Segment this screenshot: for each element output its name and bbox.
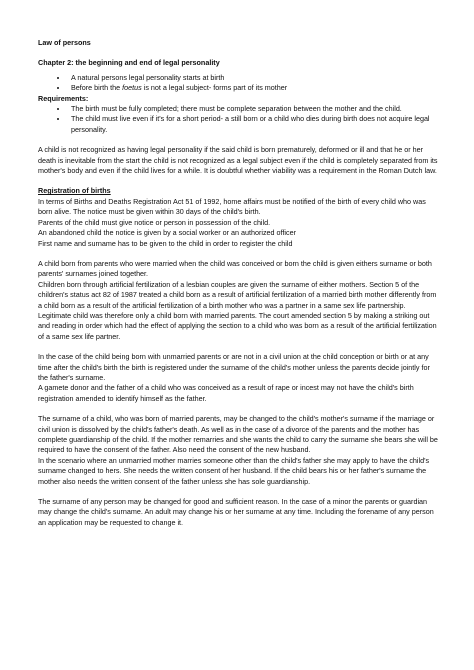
requirement-item: • The child must live even if it's for a short period- a still born or a child who dies during birth does not acquire legal personality.	[68, 114, 440, 135]
intro-bullet-list	[38, 73, 440, 94]
document-body	[38, 38, 440, 528]
married-parents-paragraph: Children born through artificial fertilization of a lesbian couples are given the surname of either mothers. Section 5 of the children's status act 82 of 1987 treated a child born as a result of artificial fertilization of a married birth mother differently from a child born as a result of the artificial fertilization of a birth mother who was a partner in a same sex life partnership. Legitimate child was therefore only a child born with married parents. The court amended section 5 by making a striking out and reading in order which had the effect of applying the section to a child who was born as a result of the artificial fertilization of a same sex life partner.	[38, 279, 437, 341]
registration-line: Parents of the child must give notice or person in possession of the child.	[38, 217, 271, 227]
unmarried-parents-paragraph: In the case of the child being born with unmarried parents or are not in a civil union at the child conception or birth or at any time after the child's birth the birth is registered under the surname of the child's mother unless the parents decide jointly for the father's surname.	[38, 352, 430, 382]
good-reason-paragraph: The surname of any person may be changed for good and sufficient reason. In the case of a minor the parents or guardian may change the child's surname. An adult may change his or her surname at any time. Including the forename of any person an application may be requested to change it.	[38, 497, 434, 527]
surname-change-paragraph: In the scenario where an unmarried mother marries someone other than the child's father she may apply to have the child's surname changed to hers. She needs the written consent of her husband. If the child bears his or her father's surname the mother also needs the written consent of the father unless she has sole guardianship.	[38, 455, 430, 486]
paragraph-premature: A child is not recognized as having legal personality if the said child is born prematurely, deformed or ill and that he or her death is inevitable from the start the child is not recognized as a legal subject even if the child is completely separated from its mother's body and even if the child lives for a while. It is doubtful whether viability was a requirement in the Roman Dutch law.	[38, 145, 438, 176]
intro-bullet: • A natural persons legal personality starts at birth	[68, 73, 440, 83]
document-title: Law of persons	[38, 38, 91, 47]
unmarried-parents-paragraph: A gamete donor and the father of a child who was conceived as a result of rape or incest may not have the child's birth registration amended to identify himself as the father.	[38, 383, 414, 403]
registration-line: In terms of Births and Deaths Registration Act 51 of 1992, home affairs must be notified of the birth of every child who was born alive. The notice must be given within 30 days of the child's birth.	[38, 196, 426, 217]
registration-line: An abandoned child the notice is given by a social worker or an authorized officer	[38, 228, 296, 238]
surname-change-paragraph: The surname of a child, who was born of married parents, may be changed to the child's mother's surname if the marriage or civil union is dissolved by the child's father's death. As well as in the case of a divorce of the parents and the mother has complete guardianship of the child. If the mother remarries and she wants the child to carry the surname she bears she will be required to have the consent of the father. Also need the consent of the new husband.	[38, 414, 438, 455]
married-parents-paragraph: A child born from parents who were married when the child was conceived or born the child is given eithers surname or both parents' surnames joined together.	[38, 258, 432, 279]
intro-bullet	[68, 83, 440, 93]
registration-heading: Registration of births	[38, 186, 111, 196]
requirements-list	[38, 104, 440, 135]
requirements-label: Requirements:	[38, 93, 89, 103]
chapter-heading: Chapter 2: the beginning and end of legal personality	[38, 58, 220, 68]
registration-line: First name and surname has to be given to the child in order to register the child	[38, 238, 293, 248]
bullet-text: Before birth the	[71, 83, 123, 93]
requirement-item: • The birth must be fully completed; there must be complete separation between the mother and the child.	[68, 104, 440, 114]
bullet-text: is not a legal subject- forms part of its mother	[141, 83, 288, 93]
emphasis-foetus: foetus	[122, 83, 142, 93]
